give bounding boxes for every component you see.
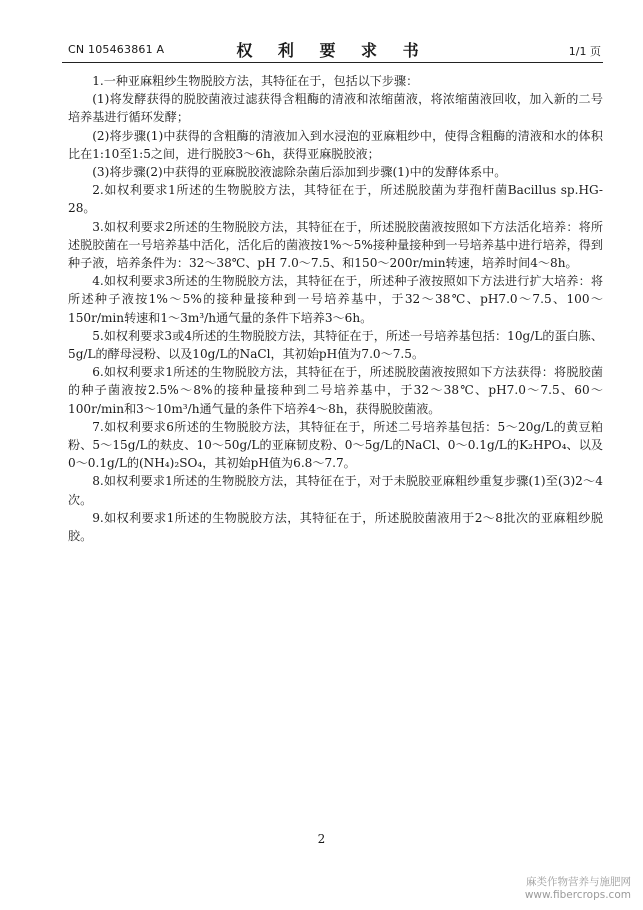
- claim-9: 9.如权利要求1所述的生物脱胶方法，其特征在于，所述脱胶菌液用于2～8批次的亚麻粗纱脱胶。: [68, 510, 603, 544]
- watermark-name: 麻类作物营养与施肥网: [526, 876, 631, 888]
- claim-2: 2.如权利要求1所述的生物脱胶方法，其特征在于，所述脱胶菌为芽孢杆菌Bacillus sp.HG-28。: [68, 183, 603, 216]
- claim-7: 7.如权利要求6所述的生物脱胶方法，其特征在于，所述二号培养基包括：5～20g/L的黄豆粕粉、5～15g/L的麸皮、10～50g/L的亚麻韧皮粉、0～5g/L的NaCl、0～0.1g/L的K₂HPO₄、以及0～0.1g/L的(NH₄)₂SO₄，其初始pH值为6.8～7.7。: [68, 419, 603, 471]
- claim-6: 6.如权利要求1所述的生物脱胶方法，其特征在于，所述脱胶菌液按照如下方法获得：将脱胶菌的种子菌液按2.5%～8%的接种量接种到二号培养基中，于32～38℃、pH7.0～7.5、60～100r/min和3～10m³/h通气量的条件下培养4～8h，获得脱胶菌液。: [68, 365, 603, 416]
- claim-1-step-1: (1)将发酵获得的脱胶菌液过滤获得含粗酶的清液和浓缩菌液，将浓缩菌液回收，加入新的二号培养基进行循环发酵；: [68, 92, 603, 125]
- watermark-url: www.fibercrops.com: [524, 889, 631, 901]
- document-title: 权 利 要 求 书: [236, 41, 429, 60]
- page-header: [62, 38, 603, 60]
- claim-1: 1.一种亚麻粗纱生物脱胶方法，其特征在于，包括以下步骤：: [92, 74, 419, 88]
- claim-5: 5.如权利要求3或4所述的生物脱胶方法，其特征在于，所述一号培养基包括：10g/L的蛋白胨、5g/L的酵母浸粉、以及10g/L的NaCl，其初始pH值为7.0～7.5。: [68, 328, 603, 362]
- site-watermark: [525, 876, 631, 902]
- claim-8: 8.如权利要求1所述的生物脱胶方法，其特征在于，对于未脱胶亚麻粗纱重复步骤(1)至(3)2～4次。: [68, 474, 603, 507]
- patent-number: CN 105463861 A: [68, 43, 165, 56]
- page-number: 2: [317, 832, 326, 846]
- claim-4: 4.如权利要求3所述的生物脱胶方法，其特征在于，所述种子液按照如下方法进行扩大培养：将所述种子液按1%～5%的接种量接种到一号培养基中，于32～38℃、pH7.0～7.5、100～150r/min转速和1～3m³/h通气量的条件下培养3～6h。: [68, 274, 603, 325]
- page-indicator: 1/1 页: [568, 45, 601, 58]
- claim-3: 3.如权利要求2所述的生物脱胶方法，其特征在于，所述脱胶菌液按照如下方法活化培养：将所述脱胶菌在一号培养基中活化，活化后的菌液按1%～5%接种量接种到一号培养基中进行培养，得到种子液，培养条件为：32～38℃、pH 7.0～7.5、和150～200r/min转速，培养时间4～8h。: [68, 219, 603, 271]
- claims-body: [68, 72, 603, 545]
- claim-1-step-3: (3)将步骤(2)中获得的亚麻脱胶液滤除杂菌后添加到步骤(1)中的发酵体系中。: [92, 165, 507, 180]
- claim-1-step-2: (2)将步骤(1)中获得的含粗酶的清液加入到水浸泡的亚麻粗纱中，使得含粗酶的清液和水的体积比在1:10至1:5之间，进行脱胶3～6h，获得亚麻脱胶液；: [68, 128, 603, 161]
- header-divider: [62, 62, 603, 63]
